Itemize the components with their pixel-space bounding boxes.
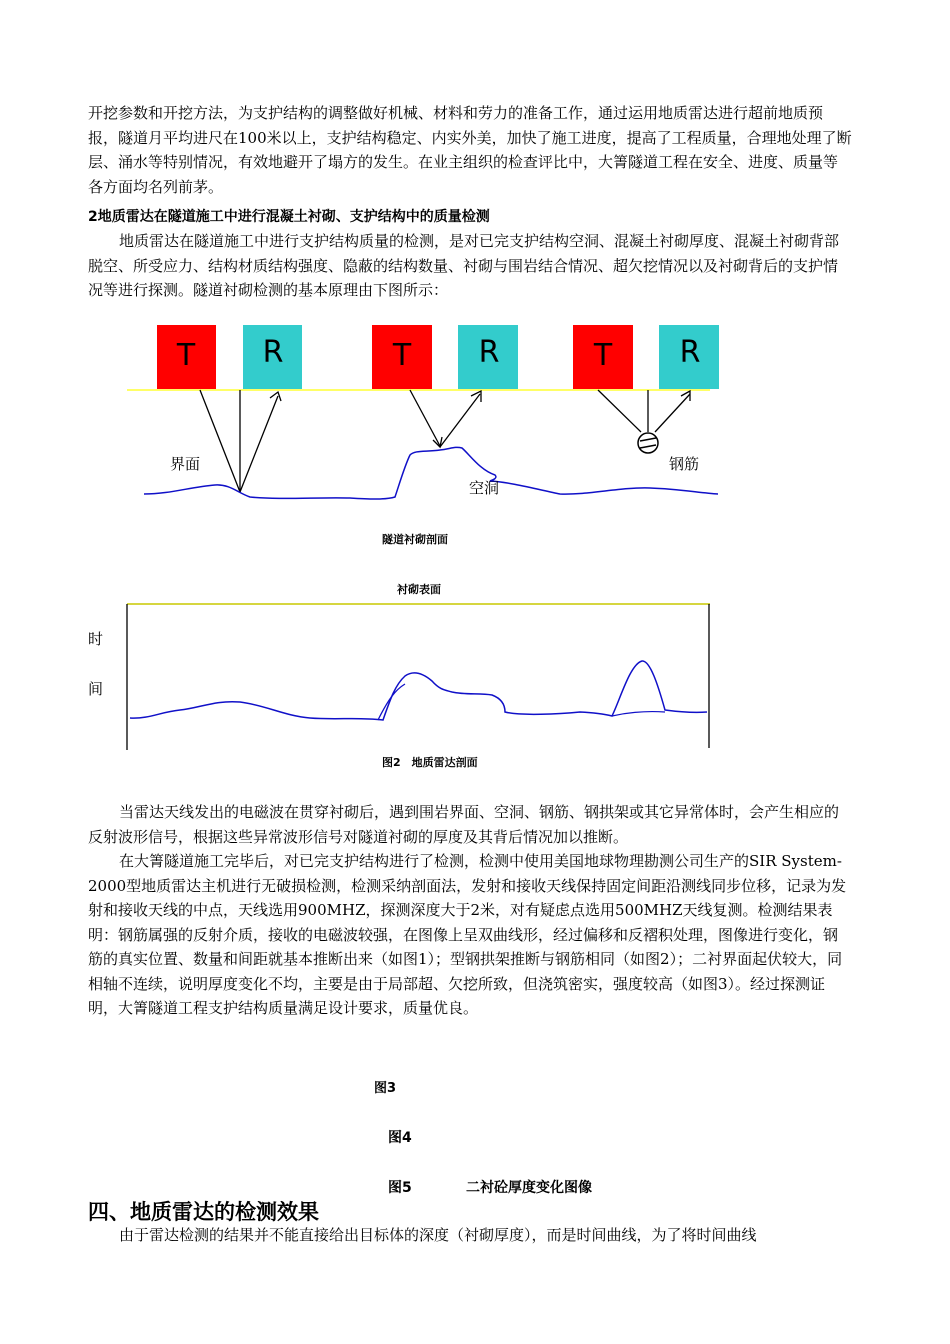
transmitter-label-3: T [593, 338, 613, 373]
profile-rebar-hyperbola-base [612, 712, 665, 716]
figure-5-caption: 图5 [388, 1180, 412, 1196]
gpr-profile-diagram [0, 596, 950, 756]
figure-3-caption: 图3 [374, 1081, 397, 1096]
figure-5-title: 二衬砼厚度变化图像 [466, 1180, 592, 1196]
receiver-label-3: R [679, 335, 701, 370]
ray-paths-1 [200, 390, 281, 492]
profile-reflection-curve [130, 661, 707, 720]
axis-label-time-2: 间 [88, 680, 104, 698]
transmitter-label-1: T [176, 338, 196, 373]
caption-gpr-profile: 图2 地质雷达剖面 [382, 756, 478, 769]
heading-section-2: 2地质雷达在隧道施工中进行混凝土衬砌、支护结构中的质量检测 [88, 209, 490, 225]
figure-4-caption: 图4 [388, 1130, 412, 1146]
paragraph-effect: 由于雷达检测的结果并不能直接给出目标体的深度（衬砌厚度），而是时间曲线，为了将时间曲线 [119, 1226, 757, 1244]
profile-void-inner [378, 684, 405, 720]
axis-label-time-1: 时 [88, 630, 104, 648]
paragraph-intro: 开挖参数和开挖方法，为支护结构的调整做好机械、材料和劳力的准备工作，通过运用地质雷达进行超前地质预报，隧道月平均进尺在100米以上，支护结构稳定、内实外美，加快了施工进度，提高了工程质量，合理地处理了断层、涌水等特别情况，有效地避开了塌方的发生。在业主组织的检查评比中，大箐隧道工程在安全、进度、质量等各方面均名列前茅。 [88, 104, 852, 196]
paragraph-reflection: 当雷达天线发出的电磁波在贯穿衬砌后，遇到围岩界面、空洞、钢筋、钢拱架或其它异常体时，会产生相应的反射波形信号，根据这些异常波形信号对隧道衬砌的厚度及其背后情况加以推断。 [88, 803, 840, 846]
receiver-label-1: R [262, 335, 284, 370]
transmitter-label-2: T [392, 338, 412, 373]
paragraph-principle: 地质雷达在隧道施工中进行支护结构质量的检测，是对已完支护结构空洞、混凝土衬砌厚度、混凝土衬砌背部脱空、所受应力、结构材质结构强度、隐蔽的结构数量、衬砌与围岩结合情况、超欠挖情况以及衬砌背后的支护情况等进行探测。隧道衬砌检测的基本原理由下图所示： [88, 232, 840, 299]
caption-lining-section: 隧道衬砌剖面 [382, 533, 448, 546]
paragraph-detection: 在大箐隧道施工完毕后，对已完支护结构进行了检测，检测中使用美国地球物理勘测公司生产的SIR System-2000型地质雷达主机进行无破损检测，检测采纳剖面法，发射和接收天线保持固定间距沿测线同步位移，记录为发射和接收天线的中点，天线选用900MHZ，探测深度大于2米，对有疑虑点选用500MHZ天线复测。检测结果表明：钢筋属强的反射介质，接收的电磁波较强，在图像上呈双曲线形，经过偏移和反褶积处理，图像进行变化，钢筋的真实位置、数量和间距就基本推断出来（如图1）；型钢拱架推断与钢筋相同（如图2）；二衬界面起伏较大，同相轴不连续，说明厚度变化不均，主要是由于局部超、欠挖所致，但浇筑密实，强度较高（如图3）。经过探测证明，大箐隧道工程支护结构质量满足设计要求，质量优良。 [88, 852, 847, 1017]
section-4-heading: 四、地质雷达的检测效果 [88, 1200, 319, 1224]
label-void: 空洞 [469, 479, 500, 497]
interface-curve [144, 447, 718, 499]
receiver-label-2: R [478, 335, 500, 370]
ray-paths-3 [598, 390, 690, 432]
lining-section-diagram [0, 315, 950, 555]
rebar-symbol [638, 433, 658, 453]
label-rebar: 钢筋 [669, 455, 700, 473]
caption-lining-surface: 衬砌表面 [397, 583, 441, 596]
ray-paths-2 [410, 390, 481, 447]
label-interface: 界面 [170, 455, 201, 473]
